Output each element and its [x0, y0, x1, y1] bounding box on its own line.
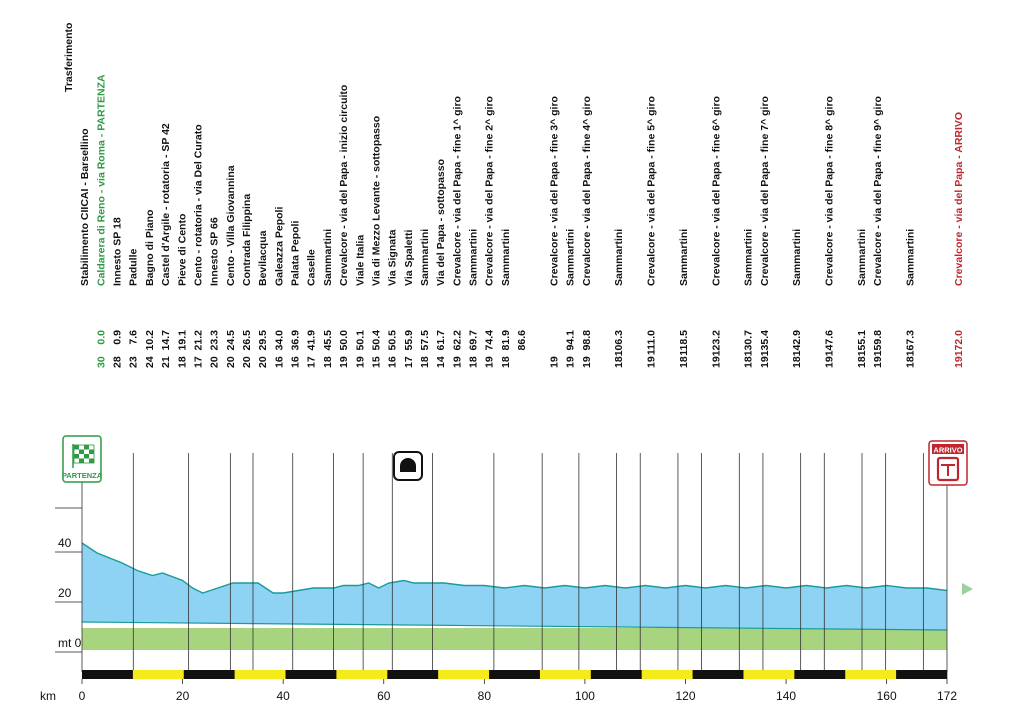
waypoint-name: Sammartini	[855, 228, 868, 286]
waypoint-column	[128, 248, 140, 368]
waypoint-km: 106.3	[613, 330, 626, 357]
waypoint-name: Crevalcore - via del Papa - ARRIVO	[953, 111, 965, 286]
waypoint-name: Stabilimento CIICAI - Barsellino	[79, 128, 92, 286]
waypoint-column	[257, 230, 269, 368]
waypoint-altitude: 18	[499, 356, 512, 368]
waypoint-labels	[63, 23, 965, 368]
waypoint-km: 24.5	[224, 330, 237, 351]
waypoint-altitude: 19	[710, 356, 723, 368]
waypoint-column	[160, 123, 172, 368]
waypoint-km: 0.9	[111, 330, 124, 345]
km-bar-segment	[184, 670, 235, 679]
waypoint-altitude: 19	[354, 356, 367, 368]
waypoint-column	[403, 230, 415, 368]
waypoint-column	[338, 85, 350, 368]
waypoint-column	[290, 221, 302, 368]
flag-square	[74, 454, 79, 459]
waypoint-km: 0.0	[95, 330, 108, 345]
waypoint-column	[500, 229, 512, 368]
waypoint-altitude: 16	[386, 356, 399, 368]
waypoint-column	[387, 229, 399, 368]
x-tick-label: 20	[175, 689, 190, 703]
waypoint-altitude: 20	[224, 356, 237, 368]
waypoint-column	[953, 112, 965, 368]
waypoint-km: 86.6	[516, 330, 529, 351]
waypoint-altitude: 18	[419, 356, 431, 368]
waypoint-km: 142.9	[791, 330, 804, 357]
waypoint-altitude: 19	[872, 356, 885, 368]
waypoint-name: Caldarera di Reno - via Roma - PARTENZA	[95, 74, 108, 286]
flag-square	[89, 450, 94, 455]
waypoint-altitude: 19	[580, 356, 593, 368]
waypoint-altitude: 17	[192, 356, 205, 368]
waypoint-altitude: 14	[435, 356, 448, 368]
profile-line	[82, 543, 947, 593]
waypoint-column	[193, 124, 205, 368]
x-tick-label: 160	[876, 689, 897, 703]
waypoint-km: 172.0	[953, 330, 965, 357]
waypoint-km: 98.8	[580, 330, 593, 351]
waypoint-km: 10.2	[143, 330, 156, 351]
waypoint-column	[79, 128, 91, 286]
waypoint-column	[905, 229, 917, 368]
waypoint-km: 61.7	[435, 330, 448, 351]
finish-label: ARRIVO	[933, 445, 963, 455]
waypoint-altitude: 28	[111, 356, 124, 368]
waypoint-altitude: 19	[483, 356, 496, 368]
waypoint-column	[63, 23, 75, 92]
waypoint-column	[759, 96, 771, 368]
waypoint-km: 29.5	[257, 330, 270, 351]
km-bar-segment	[438, 670, 489, 679]
waypoint-column	[112, 217, 124, 368]
waypoint-name: Bagno di Piano	[143, 209, 156, 286]
flag-square	[84, 454, 89, 459]
waypoint-km: 111.0	[645, 330, 658, 356]
waypoint-km: 7.6	[127, 330, 140, 345]
waypoint-column	[516, 330, 528, 351]
waypoint-name: Viale Italia	[354, 234, 367, 286]
waypoint-name: Sammartini	[564, 228, 577, 286]
waypoint-column	[322, 229, 334, 368]
y-tick-label: mt 0	[58, 636, 82, 650]
waypoint-altitude: 18	[321, 356, 334, 368]
waypoint-name: Crevalcore - via del Papa - fine 1^ giro	[451, 96, 464, 286]
waypoint-altitude: 17	[402, 356, 415, 368]
waypoint-km: 147.6	[823, 330, 836, 357]
waypoint-km: 123.2	[710, 330, 723, 357]
waypoint-km: 155.1	[855, 330, 868, 357]
waypoint-column	[613, 229, 625, 368]
waypoint-column	[710, 96, 722, 368]
waypoint-km: 135.4	[758, 330, 771, 357]
waypoint-column	[451, 96, 463, 368]
waypoint-km: 45.5	[321, 330, 334, 351]
waypoint-altitude: 19	[548, 356, 561, 368]
waypoint-name: Crevalcore - via del Papa - fine 7^ giro	[758, 96, 771, 286]
waypoint-km: 50.5	[386, 330, 399, 351]
x-tick-label: 40	[276, 689, 290, 703]
waypoint-name: Sammartini	[742, 228, 755, 286]
waypoint-altitude: 16	[289, 356, 302, 368]
waypoint-altitude: 19	[823, 356, 836, 368]
waypoint-altitude: 19	[645, 356, 658, 368]
km-bar-segment	[591, 670, 642, 679]
waypoint-km: 26.5	[241, 330, 253, 351]
waypoint-name: Via di Mezzo Levante - sottopasso	[370, 115, 383, 286]
waypoint-column	[176, 214, 188, 368]
waypoint-altitude: 20	[241, 356, 253, 368]
waypoint-name: Padulle	[127, 248, 140, 286]
waypoint-name: Crevalcore - via del Papa - fine 5^ giro	[645, 96, 658, 286]
waypoint-km: 167.3	[904, 330, 917, 357]
waypoint-altitude: 18	[176, 356, 189, 368]
waypoint-column	[371, 116, 383, 368]
waypoint-name: Via Spaletti	[402, 229, 415, 286]
waypoint-name: Sammartini	[904, 228, 917, 286]
waypoint-name: Caselle	[305, 249, 318, 286]
waypoint-km: 130.7	[742, 330, 755, 357]
waypoint-column	[872, 96, 884, 368]
waypoint-km: 55.9	[402, 330, 415, 351]
waypoint-name: Via del Papa - sottopasso	[435, 158, 448, 286]
x-tick-label: 172	[936, 689, 958, 703]
waypoint-column	[565, 229, 577, 368]
waypoint-km: 94.1	[564, 330, 577, 351]
waypoint-name: Trasferimento	[63, 22, 75, 92]
x-tick-label: 80	[477, 689, 492, 703]
waypoint-name: Cento - Villa Giovannina	[224, 165, 237, 286]
x-tick-label: 120	[675, 689, 696, 703]
waypoint-name: Sammartini	[677, 228, 690, 286]
waypoint-km: 81.9	[499, 330, 512, 351]
km-bar-segment	[693, 670, 744, 679]
waypoint-km: 21.2	[192, 330, 205, 351]
waypoint-column	[144, 210, 156, 368]
waypoint-column	[484, 96, 496, 368]
waypoint-km: 19.1	[176, 330, 189, 351]
flag-square	[89, 459, 94, 464]
waypoint-altitude: 19	[338, 356, 351, 368]
x-tick-label: 0	[78, 689, 86, 703]
waypoint-name: Innesto SP 18	[111, 217, 124, 286]
waypoint-altitude: 30	[95, 356, 108, 368]
waypoint-km: 14.7	[160, 330, 173, 351]
waypoint-name: Pieve di Cento	[176, 213, 189, 286]
waypoint-name: Sammartini	[791, 228, 804, 286]
waypoint-km: 62.2	[451, 330, 464, 351]
waypoint-name: Crevalcore - via del Papa - fine 9^ giro	[872, 96, 885, 286]
waypoint-km: 34.0	[273, 330, 286, 351]
start-flag-icon	[62, 436, 103, 482]
waypoint-name: Crevalcore - via del Papa - fine 6^ giro	[710, 96, 723, 286]
waypoint-column	[678, 229, 690, 368]
waypoint-column	[856, 229, 868, 368]
km-bar-segment	[794, 670, 845, 679]
waypoint-km: 41.9	[305, 330, 318, 351]
waypoint-column	[419, 229, 431, 368]
waypoint-name: Crevalcore - via del Papa - fine 4^ giro	[580, 96, 593, 286]
waypoint-column	[354, 235, 366, 368]
waypoint-name: Crevalcore - via del Papa - fine 3^ giro	[548, 96, 561, 286]
waypoint-name: Palata Pepoli	[289, 220, 302, 286]
waypoint-column	[209, 217, 221, 368]
continue-arrow-icon	[962, 583, 973, 595]
waypoint-altitude: 24	[143, 356, 156, 368]
waypoint-altitude: 18	[613, 356, 626, 368]
waypoint-name: Sammartini	[499, 228, 512, 286]
waypoint-altitude: 18	[677, 356, 690, 368]
km-bar-segment	[845, 670, 896, 679]
waypoint-altitude: 21	[160, 356, 173, 368]
km-bar-segment	[133, 670, 184, 679]
waypoint-column	[646, 96, 658, 368]
waypoint-name: Bevilacqua	[257, 230, 270, 286]
y-tick-label: 20	[58, 586, 72, 600]
waypoint-name: Crevalcore - via del Papa - fine 2^ giro	[483, 96, 496, 286]
flag-square	[74, 445, 79, 450]
waypoint-km: 50.1	[354, 330, 367, 351]
waypoint-km: 36.9	[289, 330, 302, 351]
x-tick-label: 60	[377, 689, 391, 703]
waypoint-column	[743, 229, 755, 368]
waypoint-altitude: 19	[953, 356, 965, 368]
waypoint-name: Crevalcore - via del Papa - fine 8^ giro	[823, 96, 836, 286]
waypoint-name: Sammartini	[419, 228, 431, 286]
waypoint-altitude: 17	[305, 356, 318, 368]
waypoint-km: 57.5	[419, 330, 431, 351]
waypoint-name: Sammartini	[613, 228, 626, 286]
waypoint-name: Crevalcore - via del Papa - inizio circuito	[338, 84, 351, 286]
waypoint-km: 74.4	[483, 330, 496, 351]
waypoint-km: 118.5	[677, 330, 690, 356]
km-bar-segment	[489, 670, 540, 679]
km-bar-segment	[743, 670, 794, 679]
y-tick-label: 40	[58, 536, 72, 550]
waypoint-column	[468, 229, 480, 368]
waypoint-altitude: 19	[758, 356, 771, 368]
route-icons	[62, 436, 973, 595]
start-label: PARTENZA	[61, 471, 103, 480]
waypoint-altitude: 18	[467, 356, 480, 368]
waypoint-name: Sammartini	[467, 228, 480, 286]
km-bar-segment	[642, 670, 693, 679]
waypoint-altitude: 15	[370, 356, 383, 368]
km-bar-segment	[286, 670, 337, 679]
waypoint-column	[824, 96, 836, 368]
waypoint-column	[273, 207, 285, 368]
waypoint-column	[791, 229, 803, 368]
waypoint-altitude: 16	[273, 356, 286, 368]
waypoint-altitude: 18	[791, 356, 804, 368]
waypoint-column	[435, 159, 447, 368]
waypoint-column	[95, 74, 107, 368]
waypoint-name: Contrada Filippina	[241, 193, 253, 286]
waypoint-km: 69.7	[467, 330, 480, 351]
km-bar-segment	[540, 670, 591, 679]
waypoint-name: Cento - rotatoria - via Del Curato	[192, 124, 205, 286]
waypoint-column	[241, 194, 253, 368]
tunnel-icon	[394, 452, 422, 480]
flag-square	[79, 450, 84, 455]
waypoint-km: 50.0	[338, 330, 351, 351]
km-bar-segment	[387, 670, 438, 679]
ground-band	[82, 628, 947, 650]
x-tick-label: 140	[776, 689, 797, 703]
waypoint-altitude: 20	[208, 356, 221, 368]
flag-square	[84, 445, 89, 450]
waypoint-km: 50.4	[370, 330, 383, 351]
waypoint-altitude: 18	[855, 356, 868, 368]
x-tick-label: 100	[574, 689, 595, 703]
waypoint-name: Innesto SP 66	[208, 217, 221, 286]
waypoint-altitude: 19	[564, 356, 577, 368]
km-bar-segment	[896, 670, 947, 679]
waypoint-name: Via Signata	[386, 229, 399, 286]
waypoint-altitude: 19	[451, 356, 464, 368]
waypoint-altitude: 23	[127, 356, 140, 368]
waypoint-altitude: 18	[904, 356, 917, 368]
waypoint-km: 23.3	[208, 330, 221, 351]
waypoint-column	[225, 165, 237, 368]
waypoint-altitude: 20	[257, 356, 270, 368]
waypoint-name: Sammartini	[321, 228, 334, 286]
waypoint-km: 159.8	[872, 330, 885, 357]
profile-plot	[82, 453, 947, 672]
waypoint-name: Galeazza Pepoli	[273, 206, 286, 286]
waypoint-column	[581, 96, 593, 368]
waypoint-column	[549, 96, 561, 368]
flag-square	[79, 459, 84, 464]
km-bar-segment	[336, 670, 387, 679]
waypoint-column	[306, 249, 318, 368]
waypoint-altitude: 18	[742, 356, 755, 368]
km-bar-segment	[235, 670, 286, 679]
finish-banner-icon	[929, 441, 967, 485]
km-bar-segment	[82, 670, 133, 679]
x-axis-label: km	[40, 689, 56, 703]
waypoint-name: Castel d'Argile - rotatoria - SP 42	[160, 123, 173, 286]
